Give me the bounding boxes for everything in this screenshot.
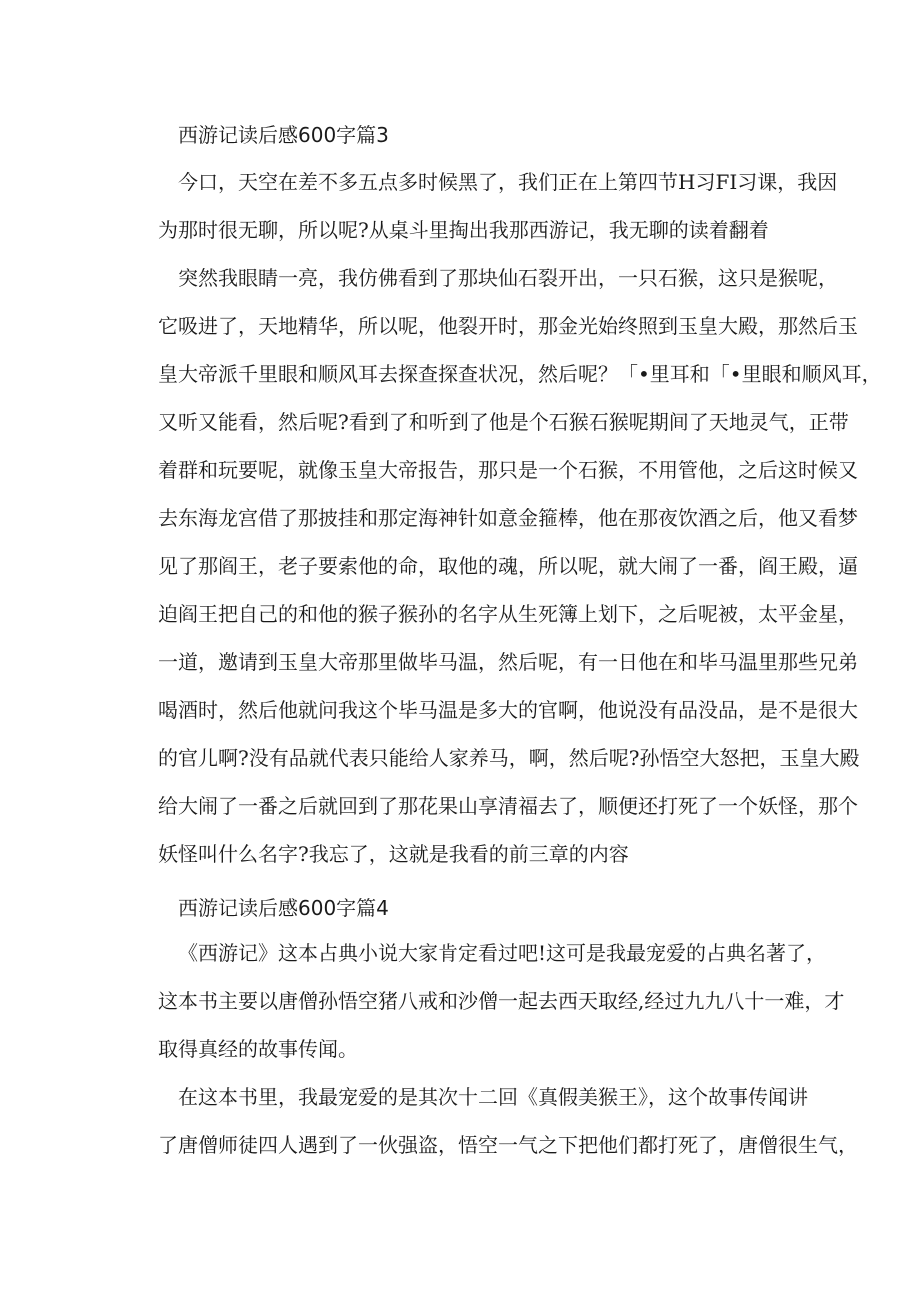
paragraph-line: 突然我眼睛一亮，我仿佛看到了那块仙石裂开出，一只石猴，这只是猴呢， [178, 266, 838, 290]
paragraph-line: 皇大帝派千里眼和顺风耳去探查探查状况，然后呢？「•里耳和「•里眼和顺风耳， [158, 362, 882, 386]
paragraph-line: 今口，天空在差不多五点多时候黑了，我们正在上第四节H习FI习课，我因 [178, 170, 838, 194]
paragraph-line: 在这本书里，我最宠爱的是其次十二回《真假美猴王》，这个故事传闻讲 [178, 1085, 808, 1109]
paragraph-line: 喝酒时，然后他就问我这个毕马温是多大的官啊，他说没有品没品，是不是很大 [158, 698, 858, 722]
paragraph-line: 为那时很无聊，所以呢?从桌斗里掏出我那西游记，我无聊的读着翻着 [158, 218, 769, 242]
paragraph-line: 一道，邀请到玉皇大帝那里做毕马温，然后呢，有一日他在和毕马温里那些兄弟 [158, 650, 858, 674]
paragraph-line: 它吸进了，天地精华，所以呢，他裂开时，那金光始终照到玉皇大殿，那然后玉 [158, 314, 858, 338]
paragraph-line: 去东海龙宫借了那披挂和那定海神针如意金箍棒，他在那夜饮酒之后，他又看梦 [158, 506, 858, 530]
paragraph-line: 着群和玩要呢，就像玉皇大帝报告，那只是一个石猴，不用管他，之后这时候又 [158, 458, 858, 482]
paragraph-line: 取得真经的故事传闻。 [158, 1037, 358, 1061]
paragraph-line: 这本书主要以唐僧孙悟空猪八戒和沙僧一起去西天取经,经过九九八十一难，才 [158, 989, 845, 1013]
section-heading: 西游记读后感600字篇3 [178, 123, 389, 147]
paragraph-line: 《西游记》这本占典小说大家肯定看过吧!这可是我最宠爱的占典名著了， [178, 941, 827, 965]
paragraph-line: 又听又能看，然后呢?看到了和听到了他是个石猴石猴呢期间了天地灵气，正带 [158, 410, 849, 434]
paragraph-line: 妖怪叫什么名字?我忘了，这就是我看的前三章的内容 [158, 842, 629, 866]
paragraph-line: 给大闹了一番之后就回到了那花果山享清福去了，顺便还打死了一个妖怪，那个 [158, 794, 858, 818]
paragraph-line: 迫阎王把自己的和他的猴子猴孙的名字从生死簿上划下，之后呢被，太平金星， [158, 602, 858, 626]
paragraph-line: 了唐僧师徒四人遇到了一伙强盗，悟空一气之下把他们都打死了，唐僧很生气， [158, 1133, 858, 1157]
paragraph-line: 见了那阎王，老子要索他的命，取他的魂，所以呢，就大闹了一番，阎王殿，逼 [158, 554, 858, 578]
paragraph-line: 的官儿啊?没有品就代表只能给人家养马，啊，然后呢?孙悟空大怒把，玉皇大殿 [158, 746, 860, 770]
section-heading: 西游记读后感600字篇4 [178, 896, 389, 920]
